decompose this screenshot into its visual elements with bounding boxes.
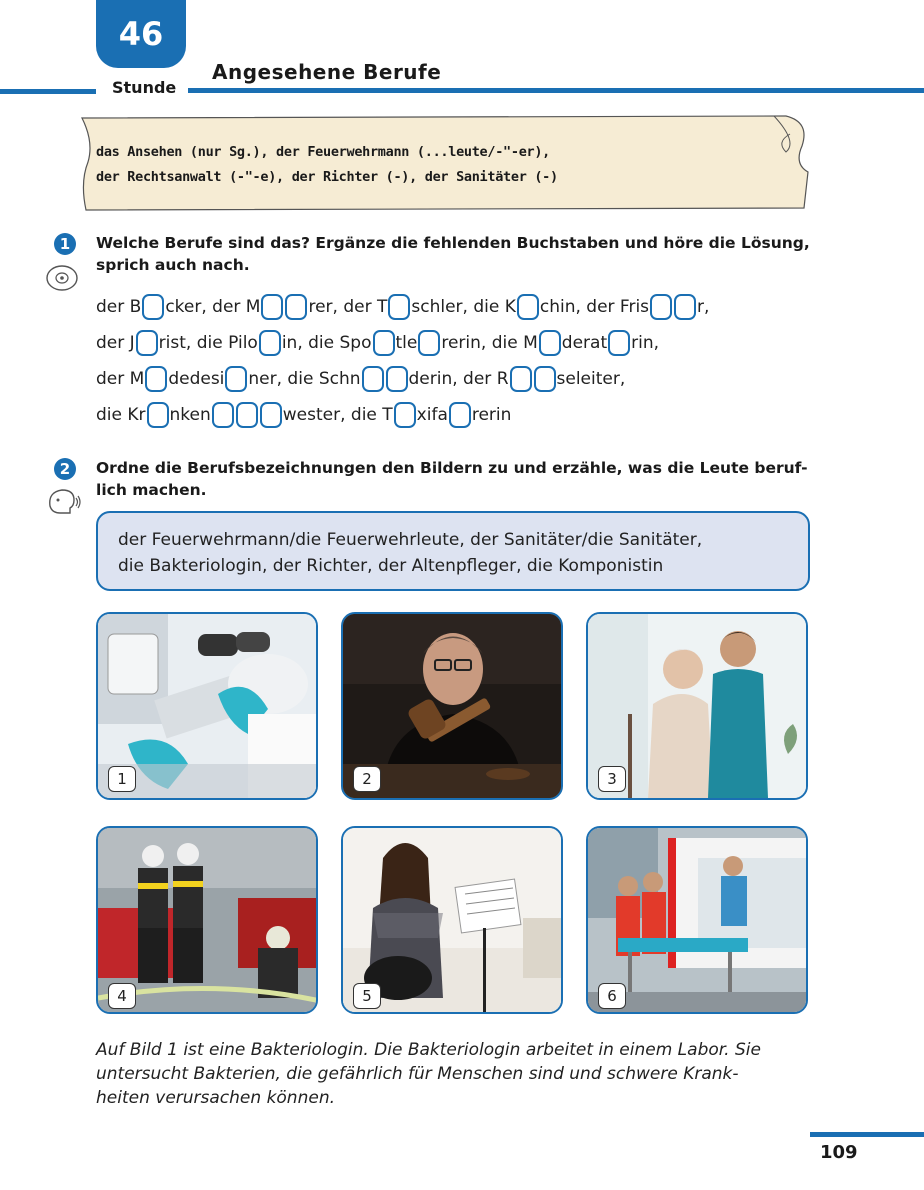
fill-text: cker, der M xyxy=(165,297,261,317)
letter-gap[interactable] xyxy=(608,330,630,356)
header-rule-left xyxy=(0,89,96,94)
exercise-1-instruction-line-1: Welche Berufe sind das? Ergänze die fehlenden Buchstaben und höre die Lösung, xyxy=(96,234,810,252)
picture-number: 2 xyxy=(353,766,381,792)
fill-text: der J xyxy=(96,333,135,353)
letter-gap[interactable] xyxy=(517,294,539,320)
fill-text: schler, die K xyxy=(411,297,516,317)
letter-gap[interactable] xyxy=(418,330,440,356)
letter-gap[interactable] xyxy=(362,366,384,392)
fill-text: dedesi xyxy=(168,369,225,389)
fill-text: xifa xyxy=(416,405,448,425)
fill-line-1 xyxy=(96,289,709,325)
fill-text: rist, die Pilo xyxy=(158,333,258,353)
fill-text: derat xyxy=(561,333,608,353)
vocabulary-text xyxy=(96,140,558,190)
fill-text: wester, die T xyxy=(282,405,393,425)
picture-number: 6 xyxy=(598,983,626,1009)
fill-text: nken xyxy=(169,405,211,425)
picture-1-laboratory xyxy=(96,612,318,800)
fill-text: rin, xyxy=(631,333,659,353)
cd-audio-icon xyxy=(44,262,80,294)
fill-text: der M xyxy=(96,369,145,389)
picture-number: 5 xyxy=(353,983,381,1009)
vocab-line-2: der Rechtsanwalt (-"-e), der Richter (-), der Sanitäter (-) xyxy=(96,169,558,185)
fill-text: seleiter, xyxy=(556,369,626,389)
letter-gap[interactable] xyxy=(136,330,158,356)
exercise-1-instruction xyxy=(96,232,816,276)
letter-gap[interactable] xyxy=(674,294,696,320)
fill-line-4 xyxy=(96,397,511,433)
picture-3-elderly-care xyxy=(586,612,808,800)
word-box xyxy=(96,511,810,591)
page-title: Angesehene Berufe xyxy=(212,60,442,84)
letter-gap[interactable] xyxy=(510,366,532,392)
fill-text: der B xyxy=(96,297,142,317)
speaking-icon xyxy=(46,486,82,516)
letter-gap[interactable] xyxy=(539,330,561,356)
letter-gap[interactable] xyxy=(285,294,307,320)
example-line-2: untersucht Bakterien, die gefährlich für Menschen sind und schwere Krank- xyxy=(96,1064,739,1084)
letter-gap[interactable] xyxy=(261,294,283,320)
letter-gap[interactable] xyxy=(142,294,164,320)
fill-text: rerin xyxy=(471,405,512,425)
fill-line-3 xyxy=(96,361,625,397)
letter-gap[interactable] xyxy=(534,366,556,392)
lesson-number-tab xyxy=(96,0,186,68)
exercise-2-instruction-line-2: lich machen. xyxy=(96,481,207,499)
picture-4-firefighters xyxy=(96,826,318,1014)
fill-text: r, xyxy=(697,297,710,317)
exercise-2-instruction-line-1: Ordne die Berufsbezeichnungen den Bildern zu und erzähle, was die Leute beruf- xyxy=(96,459,808,477)
letter-gap[interactable] xyxy=(225,366,247,392)
example-answer xyxy=(96,1038,812,1110)
picture-number: 3 xyxy=(598,766,626,792)
letter-gap[interactable] xyxy=(260,402,282,428)
letter-gap[interactable] xyxy=(449,402,471,428)
fill-line-2 xyxy=(96,325,659,361)
exercise-2-badge: 2 xyxy=(54,458,76,480)
lesson-label: Stunde xyxy=(112,78,177,97)
header-rule-right xyxy=(188,88,924,93)
picture-number: 4 xyxy=(108,983,136,1009)
letter-gap[interactable] xyxy=(145,366,167,392)
picture-number: 1 xyxy=(108,766,136,792)
fill-text: in, die Spo xyxy=(281,333,372,353)
fill-text: ner, die Schn xyxy=(248,369,361,389)
vocab-line-1: das Ansehen (nur Sg.), der Feuerwehrmann (...leute/-"-er), xyxy=(96,144,551,160)
fill-text: chin, der Fris xyxy=(539,297,650,317)
exercise-2-instruction xyxy=(96,457,816,501)
letter-gap[interactable] xyxy=(394,402,416,428)
lesson-number: 46 xyxy=(118,15,164,53)
fill-text: die Kr xyxy=(96,405,146,425)
example-line-1: Auf Bild 1 ist eine Bakteriologin. Die Bakteriologin arbeitet in einem Labor. Sie xyxy=(96,1040,761,1060)
letter-gap[interactable] xyxy=(147,402,169,428)
vocabulary-scroll xyxy=(74,112,810,212)
letter-gap[interactable] xyxy=(259,330,281,356)
picture-6-paramedics xyxy=(586,826,808,1014)
example-line-3: heiten verursachen können. xyxy=(96,1088,335,1108)
letter-gap[interactable] xyxy=(373,330,395,356)
letter-gap[interactable] xyxy=(386,366,408,392)
fill-text: rer, der T xyxy=(308,297,388,317)
letter-gap[interactable] xyxy=(212,402,234,428)
exercise-1-badge: 1 xyxy=(54,233,76,255)
fill-text: derin, der R xyxy=(408,369,509,389)
page-number-rule xyxy=(810,1132,924,1137)
fill-text: tle xyxy=(395,333,418,353)
letter-gap[interactable] xyxy=(650,294,672,320)
picture-5-composer xyxy=(341,826,563,1014)
picture-2-judge xyxy=(341,612,563,800)
letter-gap[interactable] xyxy=(388,294,410,320)
letter-gap[interactable] xyxy=(236,402,258,428)
fill-text: rerin, die M xyxy=(441,333,538,353)
word-box-line-2: die Bakteriologin, der Richter, der Altenpfleger, die Komponistin xyxy=(118,556,664,576)
exercise-1-instruction-line-2: sprich auch nach. xyxy=(96,256,250,274)
word-box-line-1: der Feuerwehrmann/die Feuerwehrleute, der Sanitäter/die Sanitäter, xyxy=(118,530,703,550)
page-number: 109 xyxy=(820,1142,858,1163)
